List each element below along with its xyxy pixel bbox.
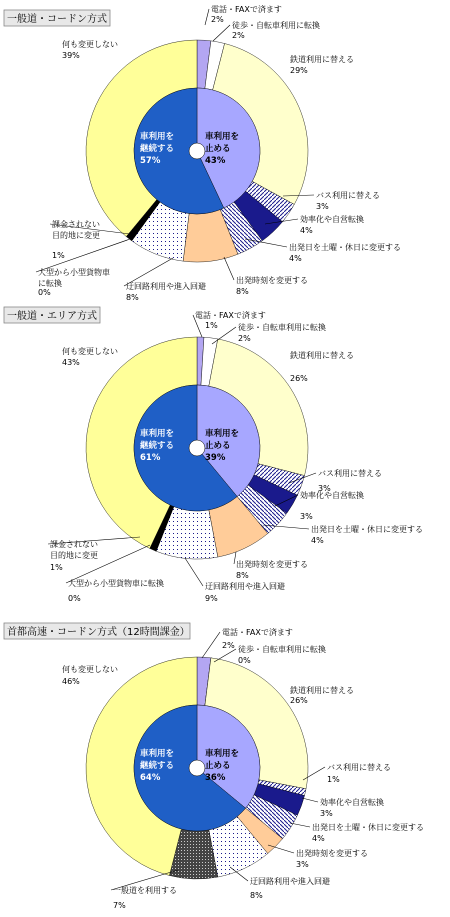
- inner-slice-label: 車利用を: [205, 749, 240, 759]
- leader-line: [202, 632, 220, 658]
- outer-slice-label: 出発時刻を変更する: [236, 276, 308, 285]
- outer-percent-label: 3%: [320, 809, 333, 818]
- outer-percent-label: 39%: [62, 51, 80, 60]
- outer-percent-label: 1%: [327, 775, 340, 784]
- outer-percent-label: 9%: [205, 594, 218, 603]
- outer-percent-label: 1%: [50, 563, 63, 572]
- outer-slice-label: 鉄道利用に替える: [290, 686, 354, 695]
- inner-slice-label: 止める: [205, 441, 231, 451]
- outer-percent-label: 0%: [68, 594, 81, 603]
- leader-line: [214, 649, 236, 662]
- outer-percent-label: 2%: [222, 641, 235, 650]
- outer-slice-label: 目的地に変更: [52, 231, 100, 240]
- outer-slice-label: 徒歩・自転車利用に転換: [238, 645, 326, 654]
- inner-percent-label: 57%: [140, 156, 161, 166]
- outer-percent-label: 4%: [289, 254, 302, 263]
- outer-percent-label: 8%: [126, 293, 139, 302]
- outer-slice-label: バス利用に替える: [327, 763, 391, 772]
- outer-slice-label: バス利用に替える: [316, 191, 380, 200]
- outer-slice-label: 徒歩・自転車利用に転換: [238, 323, 326, 332]
- outer-percent-label: 3%: [318, 484, 331, 493]
- outer-percent-label: 8%: [236, 287, 249, 296]
- outer-slice-label: 効率化や自営転換: [320, 798, 384, 807]
- center-hole: [189, 143, 205, 159]
- inner-percent-label: 64%: [140, 773, 161, 783]
- leader-line: [185, 558, 203, 586]
- leader-line: [224, 257, 234, 280]
- outer-slice-label: 課金されない: [52, 220, 100, 229]
- outer-slice-label: 電話・FAXで済ます: [195, 311, 266, 320]
- pie-chart-2: [4, 307, 423, 603]
- outer-percent-label: 1%: [205, 321, 218, 330]
- inner-slice-label: 継続する: [140, 761, 175, 771]
- inner-slice-label: 車利用を: [205, 132, 240, 142]
- outer-percent-label: 0%: [238, 656, 251, 665]
- outer-percent-label: 1%: [52, 251, 65, 260]
- outer-percent-label: 29%: [290, 66, 308, 75]
- inner-slice-label: 車利用を: [140, 429, 175, 439]
- outer-slice-label: 大型から小型貨物車: [38, 268, 110, 277]
- inner-slice-label: 車利用を: [140, 749, 175, 759]
- leader-line: [213, 25, 230, 41]
- outer-slice-label: 効率化や自営転換: [300, 215, 364, 224]
- outer-percent-label: 46%: [62, 677, 80, 686]
- leader-line: [205, 9, 209, 25]
- inner-percent-label: 36%: [205, 773, 226, 783]
- inner-slice-label: 継続する: [140, 144, 175, 154]
- outer-slice-label: 迂回路利用や進入回避: [205, 582, 285, 591]
- inner-slice-label: 車利用を: [205, 429, 240, 439]
- outer-percent-label: 3%: [300, 512, 313, 521]
- center-hole: [189, 760, 205, 776]
- outer-slice-label: 何も変更しない: [62, 665, 118, 674]
- leader-line: [302, 798, 318, 802]
- outer-slice-label: 出発日を土曜・休日に変更する: [311, 525, 423, 534]
- outer-slice-label: 徒歩・自転車利用に転換: [232, 21, 320, 30]
- outer-percent-label: 2%: [232, 31, 245, 40]
- outer-percent-label: 2%: [238, 334, 251, 343]
- chart-title: 一般道・コードン方式: [7, 14, 107, 25]
- pie-chart-3: [4, 623, 424, 910]
- outer-percent-label: 4%: [300, 226, 313, 235]
- outer-percent-label: 3%: [296, 860, 309, 869]
- outer-slice-label: 電話・FAXで済ます: [222, 628, 293, 637]
- outer-slice-label: 鉄道利用に替える: [290, 55, 354, 64]
- outer-percent-label: 7%: [113, 901, 126, 910]
- outer-slice-label: 何も変更しない: [62, 347, 118, 356]
- outer-percent-label: 2%: [211, 15, 224, 24]
- outer-slice-label: 鉄道利用に替える: [290, 351, 354, 360]
- outer-slice-label: 電話・FAXで済ます: [211, 5, 282, 14]
- chart-title: 一般道・エリア方式: [7, 311, 97, 322]
- outer-percent-label: 26%: [290, 374, 308, 383]
- outer-slice-label: に転換: [38, 279, 62, 288]
- outer-percent-label: 0%: [38, 288, 51, 297]
- leader-line: [36, 238, 133, 272]
- inner-percent-label: 39%: [205, 453, 226, 463]
- inner-slice-label: 止める: [205, 144, 231, 154]
- outer-percent-label: 26%: [290, 696, 308, 705]
- outer-slice-label: 効率化や自営転換: [300, 491, 364, 500]
- outer-slice-label: 迂回路利用や進入回避: [126, 282, 206, 291]
- inner-percent-label: 61%: [140, 453, 161, 463]
- outer-percent-label: 43%: [62, 358, 80, 367]
- inner-slice-label: 継続する: [140, 441, 175, 451]
- leader-line: [290, 823, 310, 827]
- chart-title: 首都高速・コードン方式（12時間課金）: [7, 627, 190, 638]
- outer-slice-label: 出発時刻を変更する: [296, 849, 368, 858]
- outer-percent-label: 3%: [316, 202, 329, 211]
- inner-slice-label: 止める: [205, 761, 231, 771]
- outer-percent-label: 4%: [312, 834, 325, 843]
- outer-slice-label: 出発日を土曜・休日に変更する: [289, 243, 401, 252]
- outer-slice-label: 一般道を利用する: [113, 886, 177, 895]
- inner-slice-label: 車利用を: [140, 132, 175, 142]
- outer-percent-label: 8%: [250, 891, 263, 900]
- outer-slice-label: 迂回路利用や進入回避: [250, 877, 330, 886]
- outer-percent-label: 4%: [311, 536, 324, 545]
- outer-slice-label: 何も変更しない: [62, 40, 118, 49]
- pie-chart-1: [4, 4, 401, 302]
- outer-slice-label: 大型から小型貨物車に転換: [68, 579, 164, 588]
- outer-slice-label: 課金されない: [50, 540, 98, 549]
- outer-slice-label: バス利用に替える: [318, 469, 382, 478]
- outer-slice-label: 出発日を土曜・休日に変更する: [312, 823, 424, 832]
- inner-percent-label: 43%: [205, 156, 226, 166]
- center-hole: [189, 440, 205, 456]
- outer-slice-label: 出発時刻を変更する: [236, 560, 308, 569]
- outer-percent-label: 8%: [236, 571, 249, 580]
- outer-slice-label: 目的地に変更: [50, 551, 98, 560]
